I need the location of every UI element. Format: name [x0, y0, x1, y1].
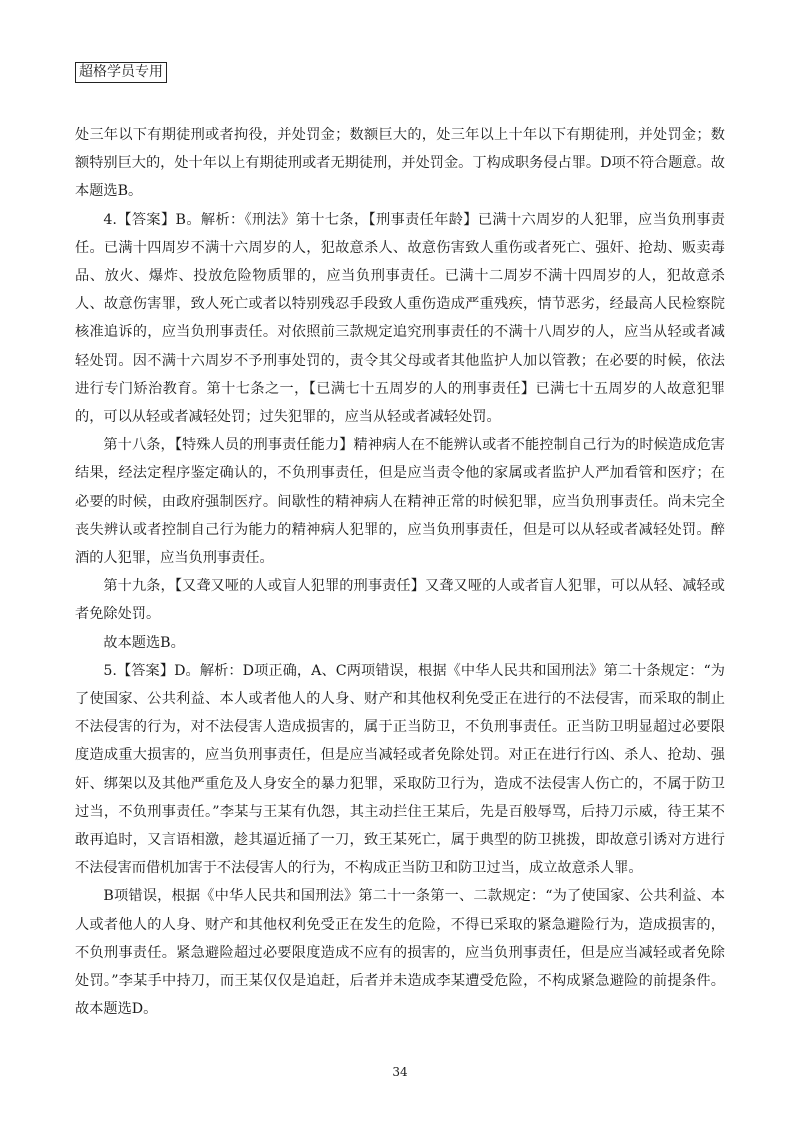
- paragraph-answer-5: 5.【答案】D。解析：D项正确，A、C两项错误，根据《中华人民共和国刑法》第二十条规定：“为了使国家、公共利益、本人或者他人的人身、财产和其他权利免受正在进行的不法侵害，而采取的制止不法侵害的行为，对不法侵害人造成损害的，属于正当防卫，不负刑事责任。正当防卫明显超过必要限度造成重大损害的，应当负刑事责任，但是应当减轻或者免除处罚。对正在进行行凶、杀人、抢劫、强奸、绑架以及其他严重危及人身安全的暴力犯罪，采取防卫行为，造成不法侵害人伤亡的，不属于防卫过当，不负刑事责任。”李某与王某有仇怨，其主动拦住王某后，先是百般辱骂，后持刀示威，待王某不敢再追时，又言语相激，趁其逼近捅了一刀，致王某死亡，属于典型的防卫挑拨，即故意引诱对方进行不法侵害而借机加害于不法侵害人的行为，不构成正当防卫和防卫过当，成立故意杀人罪。: [75, 662, 725, 877]
- paragraph-continuation: 处三年以下有期徒刑或者拘役，并处罚金；数额巨大的，处三年以上十年以下有期徒刑，并处罚金；数额特别巨大的，处十年以上有期徒刑或者无期徒刑，并处罚金。丁构成职务侵占罪。D项不符合题意。故本题选B。: [75, 127, 725, 200]
- paragraph-article-19: 第十九条，【又聋又哑的人或盲人犯罪的刑事责任】又聋又哑的人或者盲人犯罪，可以从轻、减轻或者免除处罚。: [75, 578, 725, 623]
- document-body: [75, 121, 725, 1024]
- page-number: 34: [392, 1065, 408, 1079]
- paragraph-conclusion-4: 故本题选B。: [103, 634, 185, 651]
- paragraph-answer-4: 4.【答案】B。解析：《刑法》第十七条，【刑事责任年龄】已满十六周岁的人犯罪，应当负刑事责任。已满十四周岁不满十六周岁的人，犯故意杀人、故意伤害致人重伤或者死亡、强奸、抢劫、贩卖毒品、放火、爆炸、投放危险物质罪的，应当负刑事责任。已满十二周岁不满十四周岁的人，犯故意杀人、故意伤害罪，致人死亡或者以特别残忍手段致人重伤造成严重残疾，情节恶劣，经最高人民检察院核准追诉的，应当负刑事责任。对依照前三款规定追究刑事责任的不满十八周岁的人，应当从轻或者减轻处罚。因不满十六周岁不予刑事处罚的，责令其父母或者其他监护人加以管教；在必要的时候，依法进行专门矫治教育。第十七条之一，【已满七十五周岁的人的刑事责任】已满七十五周岁的人故意犯罪的，可以从轻或者减轻处罚；过失犯罪的，应当从轻或者减轻处罚。: [75, 211, 725, 426]
- paragraph-article-18: 第十八条，【特殊人员的刑事责任能力】精神病人在不能辨认或者不能控制自己行为的时候造成危害结果，经法定程序鉴定确认的，不负刑事责任，但是应当责令他的家属或者监护人严加看管和医疗；在必要的时候，由政府强制医疗。间歇性的精神病人在精神正常的时候犯罪，应当负刑事责任。尚未完全丧失辨认或者控制自己行为能力的精神病人犯罪的，应当负刑事责任，但是可以从轻或者减轻处罚。醉酒的人犯罪，应当负刑事责任。: [75, 437, 725, 567]
- header-label: 超格学员专用: [75, 62, 167, 83]
- paragraph-option-b: B项错误，根据《中华人民共和国刑法》第二十一条第一、二款规定：“为了使国家、公共利益、本人或者他人的人身、财产和其他权利免受正在发生的危险，不得已采取的紧急避险行为，造成损害的，不负刑事责任。紧急避险超过必要限度造成不应有的损害的，应当负刑事责任，但是应当减轻或者免除处罚。”李某手中持刀，而王某仅仅是追赶，后者并未造成李某遭受危险，不构成紧急避险的前提条件。故本题选D。: [75, 888, 725, 1018]
